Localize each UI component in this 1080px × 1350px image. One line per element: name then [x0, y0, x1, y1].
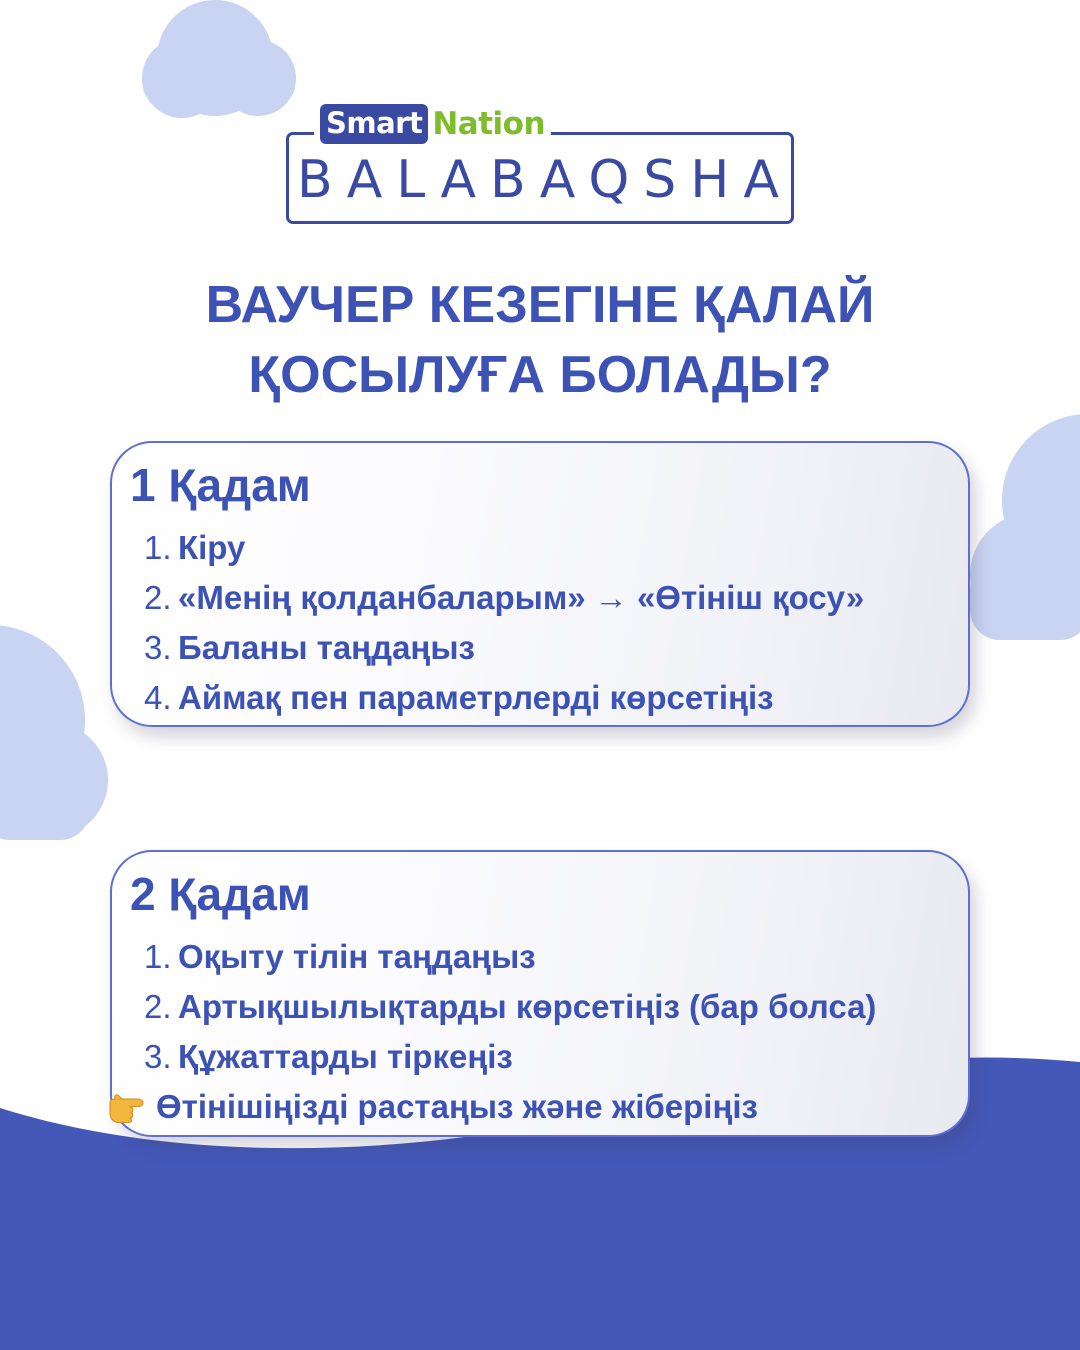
item-number: 4.	[144, 679, 172, 716]
logo-smart: Smart	[320, 104, 428, 144]
item-number: 3.	[144, 629, 172, 666]
item-number: 3.	[144, 1038, 172, 1075]
cloud-left	[0, 625, 108, 840]
item-text: Артықшылықтарды көрсетіңіз (бар болса)	[178, 988, 877, 1025]
item-text: «Менің қолданбаларым» → «Өтініш қосу»	[178, 579, 865, 616]
logo-nation: Nation	[432, 106, 546, 142]
item-text: Оқыту тілін таңдаңыз	[178, 938, 536, 975]
step-2-card	[110, 850, 970, 1137]
step-1-list	[144, 523, 864, 723]
item-number: 2.	[144, 988, 172, 1025]
step-2-list	[144, 932, 876, 1082]
list-item	[144, 932, 876, 982]
item-text: Құжаттарды тіркеңіз	[178, 1038, 513, 1075]
list-item	[144, 573, 864, 623]
title-line-1: ВАУЧЕР КЕЗЕГІНЕ ҚАЛАЙ	[205, 276, 875, 334]
item-number: 1.	[144, 938, 172, 975]
brand-logo	[286, 100, 794, 224]
final-step-text: Өтінішіңізді растаңыз және жіберіңіз	[156, 1088, 758, 1125]
item-text: Кіру	[178, 529, 246, 566]
cloud-right	[970, 414, 1080, 640]
item-number: 1.	[144, 529, 172, 566]
list-item	[144, 982, 876, 1032]
final-step	[108, 1082, 758, 1132]
step-2-title: 2 Қадам	[130, 868, 311, 920]
item-text: Баланы таңдаңыз	[178, 629, 475, 666]
cloud-top-left	[142, 0, 296, 118]
list-item	[144, 673, 864, 723]
step-1-card	[110, 441, 970, 727]
logo-wordmark: BALABAQSHA	[297, 150, 793, 210]
list-item	[144, 523, 864, 573]
item-text: Аймақ пен параметрлерді көрсетіңіз	[178, 679, 774, 716]
list-item	[144, 623, 864, 673]
pointing-hand-icon	[108, 1091, 148, 1123]
page-title	[60, 270, 1020, 410]
list-item	[144, 1032, 876, 1082]
title-line-2: ҚОСЫЛУҒА БОЛАДЫ?	[248, 346, 832, 404]
item-number: 2.	[144, 579, 172, 616]
step-1-title: 1 Қадам	[130, 459, 311, 511]
